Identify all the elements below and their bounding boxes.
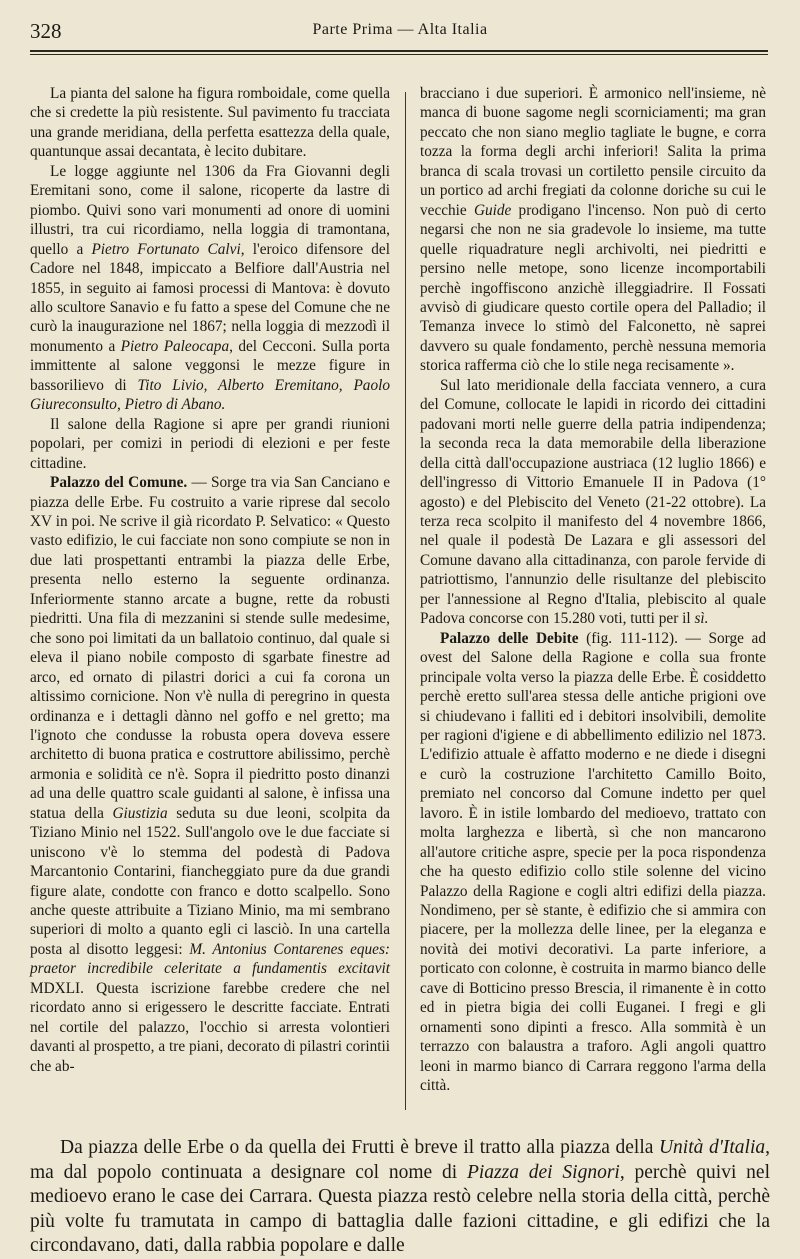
text-run: La pianta del salone ha figura romboidale, come quella che si credette la più resistente. Sul pavimento fu tracciata una grande meridiana, della perfetta esattezza della quale, quantunque assai decantata, è lecito dubitare.: [30, 85, 390, 161]
text-run: , del Cecconi. Sulla porta immittente al salone veggonsi le mezze figure in bassorilievo di: [30, 337, 390, 394]
text-run: Da piazza delle Erbe o da quella dei Frutti è breve il tratto alla piazza della: [60, 1137, 659, 1158]
header-rule: [30, 50, 768, 52]
section-paragraph: [420, 629, 766, 1096]
paragraph: [30, 1136, 770, 1259]
italic-text: Giustizia: [112, 804, 168, 822]
header-rule-thin: [30, 54, 768, 55]
italic-text: sì.: [694, 610, 709, 628]
text-run: — Sorge tra via San Canciano e piazza delle Erbe. Fu costruito a varie riprese dal secolo XV in poi. Ne scrive il già ricordato P. Selvatico: « Questo vasto edifizio, le cui facciate non sono compiute se non in due lati prospettanti entrambi la piazza delle Erbe, presenta nello esterno la seguente ordinanza. Inferiormente stanno arcate a bugne, rette da robusti piedritti. Una fila di mezzanini si stende sulle medesime, che sono poi limitati da un ballatoio continuo, dal quale si eleva il piano nobile composto di sgarbate finestre ad arco, ed ornato di pilastri dorici a cui fa corona un altissimo cornicione. Non v'è nulla di peregrino in questa ordinanza e i dettagli dànno nel goffo e nel gretto; ma l'ignoto che condusse la robusta opera doveva essere architetto di buona pratica e costruttore abilissimo, perchè armonia e solidità ce n'è. Sopra il piedritto posto dinanzi ad una delle quattro scale guidanti al salone, è infissa una statua della: [30, 474, 390, 822]
italic-text: Guide: [473, 201, 512, 219]
text-run: seduta su due leoni, scolpita da Tiziano Minio nel 1522. Sull'angolo ove le due facciate si uniscono v'è lo stemma del podestà di Padova Marcantonio Contarini, fiancheggiato pure da due grandi figure alate, condotte con franco e dotto scalpello. Sono anche queste attribuite a Tiziano Minio, ma mi sembrano superiori di molto a quanto egli ci lasciò. In una cartella posta al disotto leggesi:: [30, 804, 391, 958]
section-paragraph: [30, 473, 390, 1076]
italic-text: Pietro Paleocapa: [120, 337, 230, 355]
text-run: prodigano l'incenso. Non può di certo negarsi che non ne sia gradevole lo insieme, ma tutte quelle riquadrature negli archivolti, nei piedritti e persino nelle metope, sono licenze incomportabili perchè ingoffiscono anzichè illeggiadrire. Il Fossati avvisò di giudicare questo cortile opera del Palladio; il Temanza invece lo stimò del Falconetto, nè saprei davvero su quale fondamento, perchè nessuna memoria storica rafferma ciò che lo stile nega recisamente ».: [420, 201, 766, 375]
section-heading: Palazzo del Comune.: [50, 474, 188, 492]
paragraph: [420, 84, 766, 376]
text-run: Sul lato meridionale della facciata vennero, a cura del Comune, collocate le lapidi in ricordo dei cittadini padovani morti nelle guerre della patria indipendenza; la seconda reca la data memorabile della liberazione della città dall'occupazione austriaca (12 luglio 1866) e dell'ingresso di Vittorio Emanuele II in Padova (1° agosto) e del Plebiscito del Veneto (21-22 ottobre). La terza reca scolpito il manifesto del 4 novembre 1866, nel quale il podestà De Lazara e gli assessori del Comune davano alla cittadinanza, con parole fervide di patriottismo, l'annunzio delle risultanze del plebiscito per l'annessione al Regno d'Italia, plebiscito al quale Padova concorse con 15.280 voti, tutti per il: [420, 376, 766, 628]
text-run: Le logge aggiunte nel 1306 da Fra Giovanni degli Eremitani sono, come il salone, ricoperte da lastre di piombo. Quivi sono vari monumenti ad onore di uomini illustri, tra cui ricordiamo, nella loggia di tramontana, quello a: [30, 162, 390, 258]
text-run: bracciano i due superiori. È armonico nell'insieme, nè manca di buone sagome negli scorniciamenti; ma gran peccato che non siano meglio tagliate le bugne, e corra tozza la forma degli archi inferiori! Salita la prima branca di scala trovasi un cortiletto pensile circuito da un portico ad archi fregiati da colonne doriche su cui le vecchie: [420, 85, 766, 219]
text-run: (fig. 111-112). — Sorge ad ovest del Salone della Ragione e colla sua fronte principale volta verso la piazza delle Erbe. È cosiddetto perchè eretto sull'area stessa delle antiche prigioni ove si chiudevano i falliti ed i debitori insolvibili, demolite per ragioni d'igiene e di abbellimento edilizio nel 1873. L'edifizio attuale è affatto moderno e ne diede i disegni e curò la costruzione l'architetto Camillo Boito, premiato nel concorso dal Comune indetto per quel lavoro. È in istile lombardo del medioevo, trattato con molta larghezza e libertà, sì che non mancarono all'autore critiche aspre, specie per la poca rispondenza che ha questo edifizio collo stile solenne del vicino Palazzo della Ragione e cogli altri edifizi della piazza. Nondimeno, per sè stante, è edifizio che si ammira con piacere, per la mollezza delle linee, per la eleganza e novità dei motivi decorativi. La parte inferiore, a porticato con colonne, è costruita in marmo bianco delle cave di Botticino presso Brescia, il rimanente è in cotto ed in pietra bigia dei colli Euganei. I fregi e gli ornamenti sono dipinti a fresco. Alla sommità è un terrazzo con balaustra a traforo. Agli angoli quattro leoni in marmo bianco di Carrara reggono l'arma della città.: [420, 629, 766, 1095]
paragraph: [420, 376, 766, 629]
text-run: , perchè quivi nel medioevo erano le case dei Carrara. Questa piazza restò celebre nella storia della città, perchè più volte fu tramutata in campo di battaglia dalle fazioni cittadine, e gli edifizi che la circondavano, dati, dalla rabbia popolare e dalle: [30, 1161, 770, 1257]
italic-text: Unità d'Italia: [658, 1137, 766, 1158]
italic-text: M. Antonius Contarenes eques: praetor incredibile celeritate a fundamentis excitavit: [30, 940, 390, 978]
text-run: MDXLI. Questa iscrizione farebbe credere che nel ricordato anno si erigessero le descritte facciate. Entrati nel cortile del palazzo, l'occhio si arresta volontieri davanti al prospetto, a tre piani, decorato di pilastri corintii che ab-: [30, 979, 390, 1075]
page-number: 328: [30, 19, 62, 43]
right-column: [420, 84, 766, 1096]
paragraph: [30, 415, 390, 473]
bottom-section: [30, 1136, 770, 1259]
italic-text: Piazza dei Signori: [466, 1161, 620, 1183]
text-run: , l'eroico difensore del Cadore nel 1848, impiccato a Belfiore dall'Austria nel 1855, in seguito ai famosi processi di Mantova: è dovuto allo scultore Sanavio e fu fatto a spese del Comune che ne curò la inaugurazione nel 1867; nella loggia di mezzodì il monumento a: [30, 240, 390, 355]
left-column: [30, 84, 390, 1076]
paragraph: [30, 162, 390, 415]
section-heading: Palazzo delle Debite: [440, 629, 579, 647]
text-run: Il salone della Ragione si apre per grandi riunioni popolari, per comizi in periodi di elezioni e per feste cittadine.: [30, 415, 390, 472]
column-divider: [405, 92, 406, 1110]
paragraph: [30, 84, 390, 162]
italic-text: Pietro Fortunato Calvi: [91, 240, 241, 258]
running-header: Parte Prima — Alta Italia: [312, 21, 488, 38]
text-run: , ma dal popolo continuata a designare col nome di: [30, 1137, 770, 1183]
italic-text: Tito Livio, Alberto Eremitano, Paolo Giureconsulto, Pietro di Abano.: [30, 376, 390, 414]
